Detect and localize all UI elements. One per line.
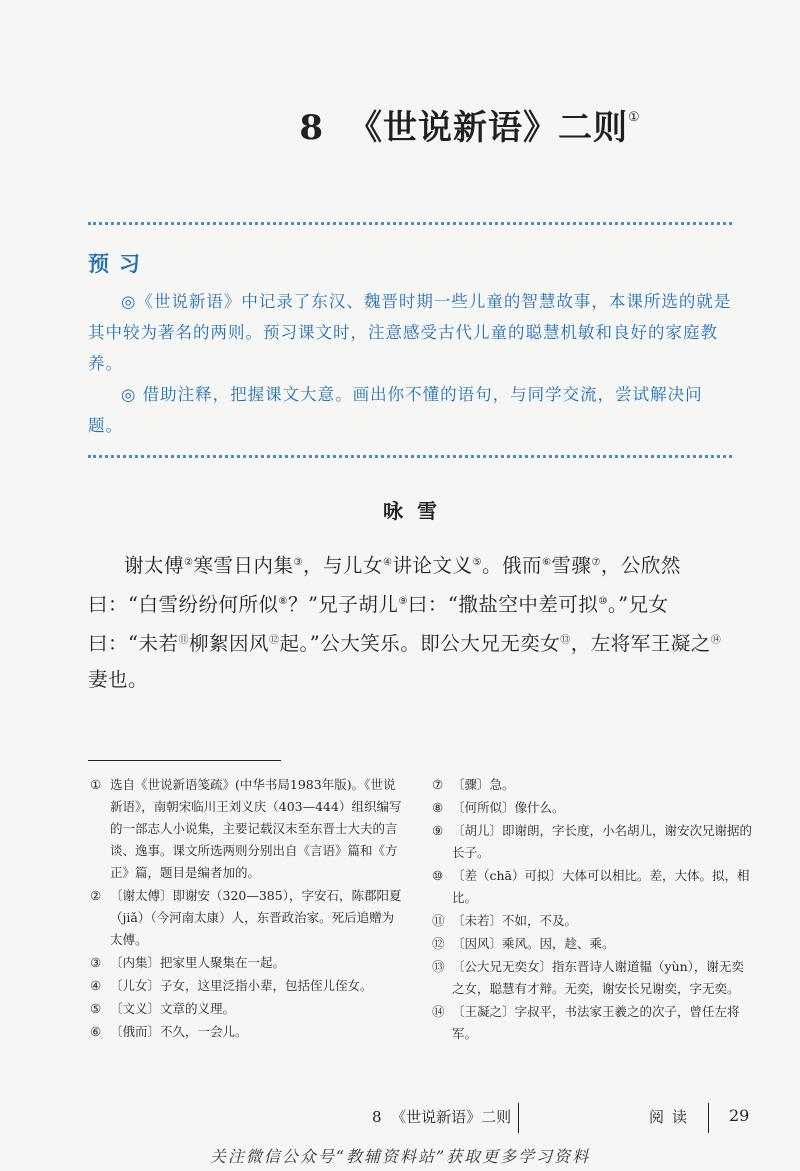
footnote-text: 〔文义〕文章的义理。: [110, 1001, 236, 1016]
footnote-marker: ⑦: [432, 777, 444, 792]
preview-box: [88, 248, 734, 441]
footnote-marker: ⑨: [432, 823, 444, 838]
footnote-text: 〔谢太傅〕即谢安（320—385），字安石，陈郡阳夏（jiǎ）（今河南太康）人，东晋政治家。死后追赠为太傅。: [110, 888, 402, 947]
poem-note-marker: ⑩: [598, 596, 608, 607]
footnote: [432, 1001, 752, 1045]
poem-note-marker: ②: [184, 557, 194, 568]
footnote-text: 〔差（chā）可拟〕大体可以相比。差，大体。拟，相比。: [452, 868, 750, 905]
footnote-rule: [88, 760, 281, 761]
footnote-marker: ③: [90, 955, 102, 970]
preview-top-divider: [88, 222, 732, 225]
poem-note-marker: ⑬: [560, 635, 571, 646]
footer-section-label: 阅读: [649, 1108, 696, 1126]
footnote-text: 〔王凝之〕字叔平，书法家王羲之的次子，曾任左将军。: [452, 1004, 740, 1041]
poem-note-marker: ④: [382, 557, 393, 568]
poem-note-marker: ⑪: [178, 635, 189, 646]
poem-segment: 妻也。: [88, 668, 149, 691]
footnote-marker: ②: [90, 888, 102, 903]
watermark-text: 关注微信公众号“教辅资料站”获取更多学习资料: [209, 1147, 591, 1166]
preview-paragraph-1: ◎《世说新语》中记录了东汉、魏晋时期一些儿童的智慧故事，本课所选的就是其中较为著名的两则。预习课文时，注意感受古代儿童的聪慧机敏和良好的家庭教养。: [88, 292, 732, 373]
preview-bottom-divider: [88, 455, 732, 458]
footnote-marker: ⑩: [432, 868, 444, 883]
preview-paragraph-2: ◎ 借助注释，把握课文大意。画出你不懂的语句，与同学交流，尝试解决问题。: [88, 385, 703, 435]
footnote-text: 〔儿女〕子女，这里泛指小辈，包括侄儿侄女。: [110, 978, 373, 993]
footer-divider-2: [708, 1103, 709, 1133]
footnote: [432, 797, 752, 819]
lesson-number: 8: [299, 108, 324, 148]
footnote-text: 〔公大兄无奕女〕指东晋诗人谢道韫（yùn），谢无奕之女，聪慧有才辩。无奕，谢安长兄谢奕，字无奕。: [452, 959, 744, 996]
poem-segment: 雪骤: [551, 554, 592, 577]
lesson-title: 《世说新语》二则: [348, 108, 628, 148]
footnote-text: 〔因风〕乘风。因，趁、乘。: [452, 936, 615, 951]
footnotes-right-column: [432, 774, 752, 1046]
footnote-marker: ①: [90, 777, 102, 792]
footnote-text: 选自《世说新语笺疏》(中华书局1983年版)。《世说新语》，南朝宋临川王刘义庆（403—444）组织编写的一部志人小说集，主要记载汉末至东晋士大夫的言谈、逸事。课文所选两则分别出自《言语》篇和《方正》篇，题目是编者加的。: [110, 777, 402, 880]
title-note-mark: ①: [628, 110, 641, 125]
footnote: [90, 774, 406, 884]
footnote-text: 〔俄而〕不久，一会儿。: [110, 1024, 248, 1039]
poem-segment: 讲论文义: [392, 554, 473, 577]
footnotes-left-column: [90, 774, 406, 1044]
poem-note-marker: ⑨: [398, 596, 408, 607]
page-number: 29: [729, 1106, 750, 1125]
footnote-text: 〔内集〕把家里人聚集在一起。: [110, 955, 286, 970]
poem-segment: ，与儿女: [302, 554, 383, 577]
footer-lesson-number: 8: [372, 1108, 382, 1126]
footnote-marker: ⑫: [432, 936, 445, 951]
footnote-text: 〔胡儿〕即谢朗，字长度，小名胡儿，谢安次兄谢据的长子。: [452, 823, 753, 860]
footnote: [90, 998, 406, 1020]
footnote-text: 〔未若〕不如，不及。: [452, 913, 578, 928]
footnote-marker: ⑪: [432, 913, 445, 928]
footnote: [90, 975, 406, 997]
footnote-marker: ⑥: [90, 1024, 102, 1039]
footnote-marker: ⑬: [432, 959, 445, 974]
poem-segment: 谢太傅: [124, 554, 185, 577]
footnote-marker: ④: [90, 978, 102, 993]
footer-lesson: [372, 1106, 511, 1127]
poem-segment: ，公欣然曰：“白雪纷纷何所似: [88, 554, 681, 616]
poem-segment: ？”兄子胡儿: [287, 593, 399, 616]
footnote-text: 〔何所似〕像什么。: [452, 800, 565, 815]
poem-note-marker: ⑭: [710, 635, 722, 646]
footnote-marker: ⑭: [432, 1004, 445, 1019]
poem-segment: 寒雪日内集: [193, 554, 294, 577]
footnote-marker: ⑤: [90, 1001, 102, 1016]
poem-note-marker: ⑦: [591, 557, 601, 568]
footnote: [432, 774, 752, 796]
poem-segment: 起。”公大笑乐。即公大兄无奕女: [279, 632, 561, 655]
footer-lesson-title: 《世说新语》二则: [391, 1108, 512, 1126]
footnote: [432, 956, 752, 1000]
footnote-text: 〔骤〕急。: [452, 777, 515, 792]
footnote: [432, 910, 752, 932]
poem-segment: 。俄而: [481, 554, 542, 577]
footnote: [90, 952, 406, 974]
footnote: [432, 933, 752, 955]
poem-segment: 。”兄女曰：“未若: [88, 593, 669, 655]
footnote: [432, 865, 752, 909]
page-title: [0, 100, 800, 149]
footer-divider-1: [518, 1103, 519, 1133]
footnote: [90, 885, 406, 951]
poem-note-marker: ⑧: [278, 596, 288, 607]
poem-segment: 曰：“撒盐空中差可拟: [407, 593, 599, 616]
poem-note-marker: ⑥: [541, 557, 552, 568]
footnote: [90, 1021, 406, 1043]
poem-note-marker: ⑫: [269, 635, 280, 646]
poem-text: [88, 545, 738, 698]
poem-note-marker: ⑤: [472, 557, 482, 568]
poem-title: 咏雪: [383, 499, 451, 523]
poem-note-marker: ③: [293, 557, 303, 568]
poem-segment: ，左将军王凝之: [570, 632, 711, 655]
footnote-marker: ⑧: [432, 800, 444, 815]
poem-segment: 柳絮因风: [188, 632, 269, 655]
preview-heading: 预习: [88, 252, 150, 276]
footnote: [432, 820, 752, 864]
